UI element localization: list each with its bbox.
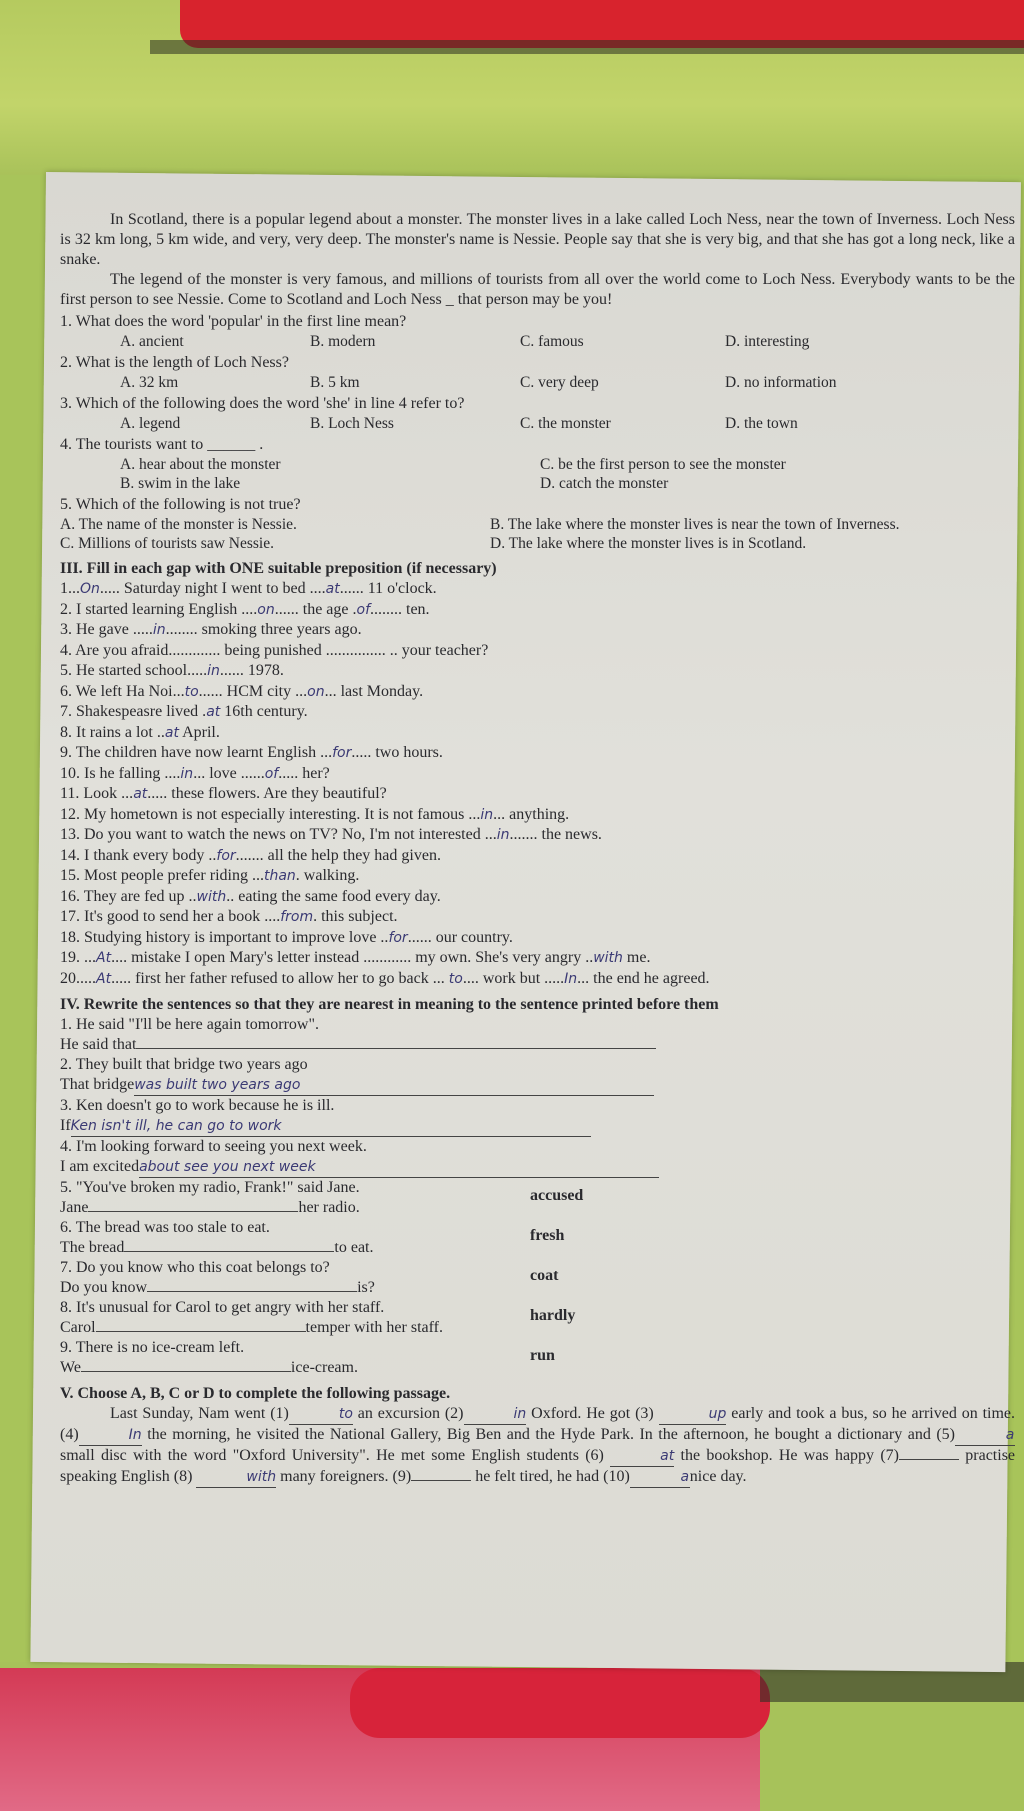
- option: B. 5 km: [310, 374, 360, 391]
- item-text: ...... 11 o'clock.: [339, 580, 437, 597]
- item-text: ...... our country.: [407, 928, 513, 946]
- rewrite-prompt: 3. Ken doesn't go to work because he is ill.: [60, 1097, 335, 1114]
- rewrite-item: [60, 1137, 1015, 1178]
- rewrite-prompt: 4. I'm looking forward to seeing you next week.: [60, 1138, 367, 1155]
- handwritten-answer[interactable]: with: [196, 888, 227, 905]
- answer-blank-4[interactable]: In: [79, 1426, 142, 1446]
- answer-blank-5[interactable]: a: [955, 1426, 1015, 1446]
- option: D. catch the monster: [540, 475, 669, 492]
- handwritten-answer[interactable]: in: [207, 663, 220, 679]
- item-text: .... mistake I open Mary's letter instead ............ my own. She's very angry ..: [111, 949, 594, 966]
- passage-text: practise speaking English (8): [60, 1447, 1016, 1485]
- rewrite-body: [60, 1055, 530, 1096]
- handwritten-answer[interactable]: in: [480, 806, 494, 823]
- question-4-options: [60, 455, 1015, 493]
- passage-paragraph-2: The legend of the monster is very famous, and millions of tourists from all over the world come to Loch Ness. Everybody wants to be the first person to see Nessie. Come to Scotland and Loch Ness _ that person may be you!: [60, 271, 1015, 308]
- question-1: 1. What does the word 'popular' in the first line mean?: [60, 313, 407, 330]
- question-1-options: [60, 332, 1015, 351]
- item-text: . walking.: [295, 867, 360, 884]
- sentence-start: He said that: [60, 1036, 137, 1053]
- handwritten-answer[interactable]: to: [448, 970, 463, 987]
- item-text: April.: [178, 723, 220, 741]
- rewrite-answer-line: [60, 1116, 530, 1137]
- item-text: 20.....: [60, 969, 96, 987]
- sentence-end: temper with her staff.: [305, 1319, 443, 1336]
- question-2-options: [60, 373, 1015, 392]
- handwritten-answer[interactable]: at: [164, 724, 179, 741]
- handwritten-answer[interactable]: for: [216, 847, 236, 864]
- question-2: 2. What is the length of Loch Ness?: [60, 354, 289, 371]
- item-text: ...... the age .: [274, 600, 357, 618]
- keyword: fresh: [530, 1227, 565, 1244]
- item-text: ..... these flowers. Are they beautiful?: [147, 785, 387, 802]
- fill-gap-item: [60, 846, 1015, 867]
- reading-questions: [60, 312, 1015, 553]
- fill-gap-item: [60, 723, 1015, 744]
- fill-gap-item: [60, 887, 1015, 908]
- rewrite-answer[interactable]: [147, 1291, 357, 1292]
- item-text: 16. They are fed up ..: [60, 887, 197, 905]
- handwritten-answer[interactable]: of: [264, 765, 279, 782]
- option: D. the town: [725, 415, 798, 432]
- sentence-end: ice-cream.: [290, 1359, 358, 1376]
- handwritten-answer[interactable]: In: [564, 970, 578, 987]
- rewrite-body: [60, 1298, 530, 1338]
- item-text: ..... first her father refused to allow her to go back ...: [111, 969, 449, 987]
- handwritten-answer[interactable]: with: [593, 950, 623, 966]
- item-text: 9. The children have now learnt English ...: [60, 744, 333, 761]
- rewrite-answer-line: [60, 1278, 530, 1298]
- answer-blank-3[interactable]: up: [659, 1405, 727, 1425]
- fill-gap-item: [60, 600, 1015, 621]
- section-3-title: III. Fill in each gap with ONE suitable preposition (if necessary): [60, 560, 497, 577]
- item-text: 16th century.: [220, 703, 308, 720]
- handwritten-answer[interactable]: for: [332, 745, 352, 761]
- rewrite-answer-line: [60, 1157, 530, 1178]
- item-text: 12. My hometown is not especially interesting. It is not famous ...: [60, 805, 481, 823]
- keyword: [530, 1137, 730, 1178]
- keyword: [530, 1055, 730, 1096]
- passage-text: an excursion (2): [357, 1405, 464, 1422]
- sentence-start: I am excited: [60, 1158, 140, 1175]
- handwritten-answer[interactable]: than: [263, 868, 296, 884]
- section-3-items: [60, 579, 1015, 989]
- passage-text: many foreigners. (9): [280, 1468, 412, 1485]
- fill-gap-item: [60, 682, 1015, 703]
- fill-gap-item: [60, 764, 1015, 785]
- fill-gap-item: [60, 579, 1015, 600]
- answer-blank-1[interactable]: to: [289, 1405, 353, 1425]
- item-text: ....... the news.: [509, 826, 602, 843]
- keyword: accused: [530, 1187, 584, 1204]
- option: A. The name of the monster is Nessie.: [60, 516, 297, 533]
- option: A. hear about the monster: [120, 456, 281, 473]
- rewrite-item: [60, 1298, 1015, 1338]
- handwritten-answer[interactable]: at: [325, 581, 340, 597]
- item-text: ...... HCM city ...: [198, 682, 308, 700]
- keyword: [530, 1096, 730, 1137]
- rewrite-answer[interactable]: [88, 1211, 298, 1212]
- option: D. The lake where the monster lives is in Scotland.: [490, 535, 807, 552]
- answer-blank-10[interactable]: a: [630, 1468, 690, 1488]
- handwritten-answer[interactable]: On: [80, 581, 100, 597]
- sentence-start: The bread: [60, 1239, 125, 1256]
- item-text: me.: [622, 949, 651, 966]
- item-text: 11. Look ...: [60, 785, 134, 802]
- answer-blank-8[interactable]: with: [196, 1468, 276, 1488]
- rewrite-prompt: 1. He said "I'll be here again tomorrow".: [60, 1016, 319, 1033]
- option: D. no information: [725, 374, 837, 391]
- question-4: 4. The tourists want to ______ .: [60, 436, 264, 453]
- sentence-start: Carol: [60, 1319, 96, 1336]
- rewrite-body: [60, 1137, 530, 1178]
- item-text: 13. Do you want to watch the news on TV? No, I'm not interested ...: [60, 826, 497, 843]
- rewrite-prompt: 8. It's unusual for Carol to get angry with her staff.: [60, 1299, 385, 1316]
- item-text: 6. We left Ha Noi...: [60, 682, 185, 700]
- question-3-options: [60, 414, 1015, 433]
- rewrite-answer-line: [60, 1075, 530, 1096]
- fill-gap-item: [60, 866, 1015, 887]
- keyword: [530, 1015, 730, 1055]
- passage-text: Oxford. He got (3): [531, 1405, 654, 1422]
- rewrite-answer[interactable]: Ken isn't ill, he can go to work: [71, 1116, 591, 1137]
- fill-gap-item: [60, 620, 1015, 641]
- section-4-title: IV. Rewrite the sentences so that they are nearest in meaning to the sentence printed before them: [60, 996, 719, 1013]
- fill-gap-item: [60, 702, 1015, 723]
- item-text: 18. Studying history is important to improve love ..: [60, 928, 389, 946]
- rewrite-answer[interactable]: about see you next week: [139, 1157, 659, 1178]
- red-object: [350, 1668, 770, 1738]
- item-text: .... work but .....: [462, 969, 565, 987]
- rewrite-body: [60, 1218, 530, 1258]
- option: C. very deep: [520, 374, 599, 391]
- fill-gap-item: [60, 907, 1015, 928]
- handwritten-answer[interactable]: to: [184, 683, 199, 700]
- option: C. Millions of tourists saw Nessie.: [60, 535, 274, 552]
- rewrite-answer-line: [60, 1358, 530, 1378]
- section-5-title: V. Choose A, B, C or D to complete the following passage.: [60, 1385, 451, 1402]
- handwritten-answer[interactable]: at: [133, 786, 148, 802]
- fill-gap-item: [60, 825, 1015, 846]
- handwritten-answer[interactable]: in: [152, 622, 166, 638]
- option: B. The lake where the monster lives is near the town of Inverness.: [490, 516, 900, 533]
- handwritten-answer[interactable]: of: [356, 601, 370, 618]
- sentence-start: Jane: [60, 1199, 89, 1216]
- sentence-start: That bridge: [60, 1076, 135, 1093]
- rewrite-prompt: 6. The bread was too stale to eat.: [60, 1219, 270, 1236]
- rewrite-body: [60, 1015, 530, 1055]
- rewrite-prompt: 9. There is no ice-cream left.: [60, 1339, 245, 1356]
- sentence-start: We: [60, 1359, 81, 1376]
- rewrite-prompt: 7. Do you know who this coat belongs to?: [60, 1259, 330, 1276]
- fill-gap-item: [60, 661, 1015, 682]
- passage-text: the morning, he visited the National Gallery, Big Ben and the Hyde Park. In the afternoon, he bought a dictionary and (5): [147, 1426, 955, 1443]
- worksheet-content: [60, 210, 1015, 1488]
- question-3: 3. Which of the following does the word 'she' in line 4 refer to?: [60, 395, 465, 412]
- handwritten-answer[interactable]: At: [96, 970, 112, 987]
- rewrite-item: [60, 1218, 1015, 1258]
- sentence-start: If: [60, 1117, 71, 1134]
- item-text: ... love ......: [193, 764, 265, 782]
- rewrite-body: [60, 1258, 530, 1298]
- handwritten-answer[interactable]: for: [388, 929, 408, 946]
- rewrite-answer-line: [60, 1035, 530, 1055]
- keyword: coat: [530, 1267, 559, 1284]
- fill-gap-item: [60, 948, 1015, 969]
- rewrite-answer[interactable]: [81, 1371, 291, 1372]
- handwritten-answer[interactable]: on: [257, 601, 275, 618]
- option: B. modern: [310, 333, 376, 350]
- sentence-start: Do you know: [60, 1279, 148, 1296]
- item-text: 5. He started school.....: [60, 662, 208, 679]
- item-text: 17. It's good to send her a book ....: [60, 908, 281, 925]
- rewrite-item: [60, 1015, 1015, 1055]
- item-text: 1...: [60, 580, 80, 597]
- rewrite-answer[interactable]: was built two years ago: [134, 1075, 654, 1096]
- section-4-items: [60, 1015, 1015, 1378]
- option: B. swim in the lake: [120, 475, 241, 492]
- fill-gap-item: [60, 743, 1015, 764]
- rewrite-prompt: 5. "You've broken my radio, Frank!" said Jane.: [60, 1179, 360, 1196]
- rewrite-item: [60, 1258, 1015, 1298]
- passage-text: Last Sunday, Nam went (1): [110, 1405, 289, 1422]
- rewrite-answer-line: [60, 1238, 530, 1258]
- option: C. the monster: [520, 415, 611, 432]
- rewrite-body: [60, 1178, 530, 1218]
- item-text: 2. I started learning English ....: [60, 600, 258, 618]
- fill-gap-item: [60, 805, 1015, 826]
- rewrite-body: [60, 1338, 530, 1378]
- keyword: run: [530, 1347, 555, 1364]
- handwritten-answer[interactable]: from: [280, 909, 314, 925]
- fill-gap-item: [60, 784, 1015, 805]
- item-text: ..... Saturday night I went to bed ....: [99, 580, 326, 597]
- sentence-end: is?: [357, 1279, 375, 1296]
- rewrite-prompt: 2. They built that bridge two years ago: [60, 1056, 308, 1073]
- item-text: ..... two hours.: [351, 744, 443, 761]
- passage-text: he felt tired, he had (10): [475, 1468, 630, 1485]
- item-text: 4. Are you afraid: [60, 641, 169, 659]
- fill-gap-item: [60, 641, 1015, 662]
- item-text: ... last Monday.: [324, 682, 424, 700]
- option: D. interesting: [725, 333, 810, 350]
- item-text: 7. Shakespeasre lived .: [60, 703, 207, 720]
- question-5: 5. Which of the following is not true?: [60, 496, 301, 513]
- binder-shadow: [150, 40, 1024, 54]
- option: C. famous: [520, 333, 584, 350]
- item-text: 15. Most people prefer riding ...: [60, 867, 264, 884]
- item-text: ............. being punished ............... .. your teacher?: [168, 641, 489, 659]
- rewrite-answer-line: [60, 1318, 530, 1338]
- item-text: ... anything.: [493, 805, 570, 823]
- rewrite-item: [60, 1338, 1015, 1378]
- answer-blank-9[interactable]: [411, 1480, 471, 1481]
- item-text: 19. ...: [60, 949, 96, 966]
- sentence-end: to eat.: [334, 1239, 374, 1256]
- keyword: hardly: [530, 1307, 576, 1324]
- passage-text: the bookshop. He was happy (7): [680, 1447, 899, 1464]
- item-text: 3. He gave .....: [60, 621, 153, 638]
- handwritten-answer[interactable]: on: [307, 683, 325, 700]
- item-text: ........ ten.: [370, 600, 430, 618]
- handwritten-answer[interactable]: in: [180, 765, 194, 782]
- answer-blank-7[interactable]: [899, 1459, 959, 1460]
- passage-text: early and took a bus, so he arrived on time. (4): [60, 1405, 1016, 1443]
- handwritten-answer[interactable]: in: [496, 827, 510, 843]
- item-text: 14. I thank every body ..: [60, 846, 217, 864]
- handwritten-answer[interactable]: at: [206, 704, 221, 720]
- option: A. 32 km: [120, 374, 179, 391]
- item-text: .. eating the same food every day.: [226, 887, 441, 905]
- rewrite-answer-line: [60, 1198, 530, 1218]
- question-5-options: [60, 515, 1015, 553]
- rewrite-item: [60, 1096, 1015, 1137]
- section-5-passage: [60, 1404, 1015, 1488]
- option: B. Loch Ness: [310, 415, 394, 432]
- item-text: ....... all the help they had given.: [235, 846, 441, 864]
- item-text: ...... 1978.: [219, 662, 284, 679]
- option: A. legend: [120, 415, 181, 432]
- rewrite-item: [60, 1178, 1015, 1218]
- fill-gap-item: [60, 969, 1015, 990]
- answer-blank-6[interactable]: at: [610, 1447, 674, 1467]
- rewrite-answer[interactable]: [96, 1331, 306, 1332]
- passage-text: small disc with the word "Oxford University". He met some English students (6): [60, 1447, 604, 1464]
- option: C. be the first person to see the monster: [540, 456, 786, 473]
- fill-gap-item: [60, 928, 1015, 949]
- item-text: 8. It rains a lot ..: [60, 723, 165, 741]
- handwritten-answer[interactable]: At: [96, 950, 112, 966]
- rewrite-body: [60, 1096, 530, 1137]
- item-text: . this subject.: [313, 908, 398, 925]
- answer-blank-2[interactable]: in: [464, 1405, 527, 1425]
- item-text: ..... her?: [278, 764, 330, 782]
- passage-paragraph-1: In Scotland, there is a popular legend about a monster. The monster lives in a lake called Loch Ness, near the town of Inverness. Loch Ness is 32 km long, 5 km wide, and very, very deep. The monster's name is Nessie. People say that she is very big, and that she has got a long neck, like a snake.: [60, 211, 1015, 268]
- item-text: ... the end he agreed.: [577, 969, 710, 987]
- passage-text: nice day.: [689, 1468, 747, 1485]
- item-text: 10. Is he falling ....: [60, 764, 181, 782]
- sentence-end: her radio.: [298, 1199, 360, 1216]
- option: A. ancient: [120, 333, 184, 350]
- item-text: ........ smoking three years ago.: [165, 621, 362, 638]
- rewrite-answer[interactable]: [124, 1251, 334, 1252]
- rewrite-item: [60, 1055, 1015, 1096]
